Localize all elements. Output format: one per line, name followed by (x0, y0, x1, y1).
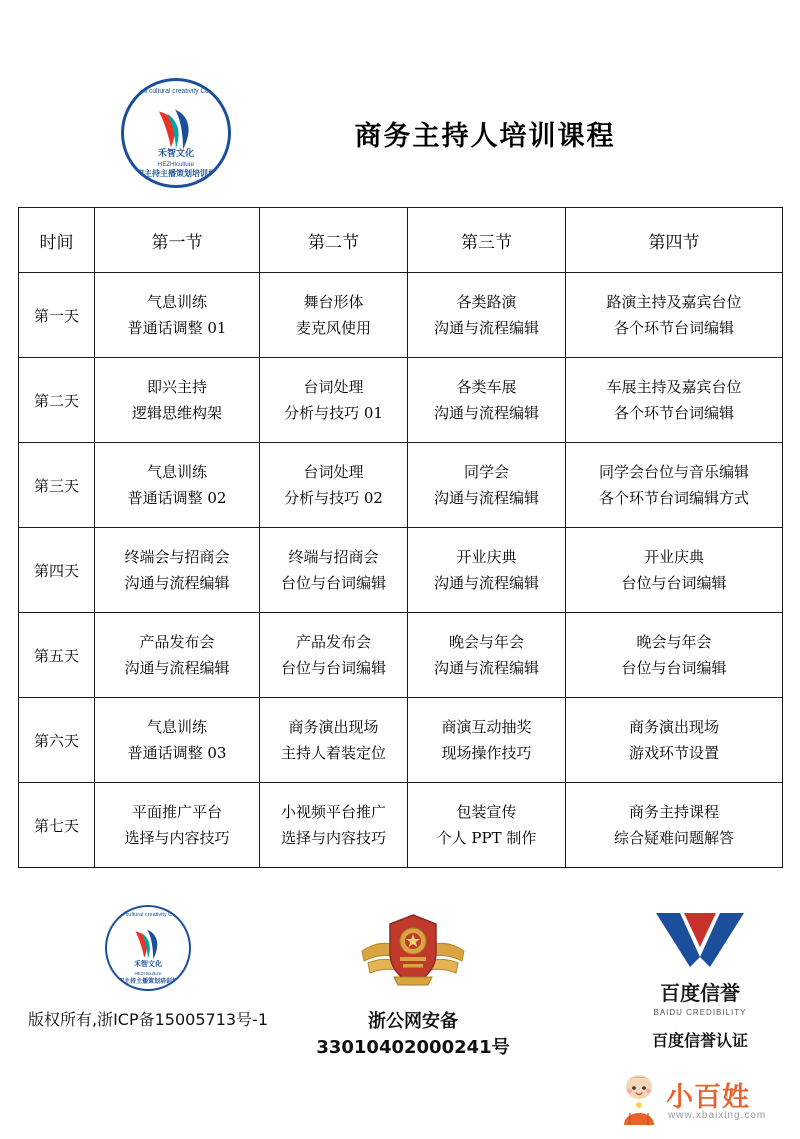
table-row (19, 613, 783, 698)
table-cell (566, 528, 783, 613)
footer-seal-brand-en: HEZHIculture (134, 971, 162, 976)
cell-line: 同学会台位与音乐编辑 (598, 463, 749, 481)
cell-line: 分析与技巧 02 (284, 488, 383, 507)
table-cell (408, 698, 566, 783)
mascot-icon (616, 1071, 662, 1127)
cell-line: 产品发布会 (139, 633, 215, 651)
baidu-v-icon (654, 909, 746, 971)
table-header-row (19, 208, 783, 273)
cell-line: 游戏环节设置 (628, 743, 719, 762)
row-time-cell: 第六天 (19, 698, 95, 783)
cell-line: 同学会 (463, 463, 509, 481)
cell-line: 产品发布会 (295, 633, 371, 651)
table-cell (260, 613, 408, 698)
schedule-table (18, 207, 783, 868)
cell-line: 气息训练 (146, 463, 207, 481)
document-footer (0, 905, 800, 1075)
table-cell (566, 783, 783, 868)
cell-line: 选择与内容技巧 (280, 828, 386, 847)
table-header-cell: 第一节 (95, 208, 260, 273)
cell-line: 沟通与流程编辑 (433, 318, 539, 337)
table-header-cell: 第三节 (408, 208, 566, 273)
table-cell (408, 613, 566, 698)
watermark-url: www.xbaixing.com (668, 1110, 767, 1121)
cell-line: 台位与台词编辑 (280, 573, 386, 592)
footer-seal-ring-top: Hezhi cultural creativity Co.,Ltd (110, 912, 186, 918)
row-time-cell: 第三天 (19, 443, 95, 528)
cell-line: 晚会与年会 (448, 633, 524, 651)
cell-line: 气息训练 (146, 718, 207, 736)
table-cell (95, 358, 260, 443)
page-title: 商务主持人培训课程 (354, 121, 616, 152)
table-cell (95, 698, 260, 783)
cell-line: 各个环节台词编辑方式 (598, 488, 749, 507)
seal-logo-icon (121, 78, 231, 188)
cell-line: 商务演出现场 (288, 718, 379, 736)
cell-line: 沟通与流程编辑 (124, 573, 230, 592)
seal-mark-icon (128, 928, 168, 962)
table-row (19, 783, 783, 868)
cell-line: 车展主持及嘉宾台位 (606, 378, 742, 396)
table-cell (566, 358, 783, 443)
row-time-cell: 第四天 (19, 528, 95, 613)
seal-brand-cn: 禾智文化 (157, 148, 194, 158)
table-row (19, 528, 783, 613)
table-cell (260, 273, 408, 358)
cell-line: 主持人着装定位 (280, 743, 386, 762)
cell-line: 综合疑难问题解答 (613, 828, 734, 847)
cell-line: 逻辑思维构架 (131, 403, 222, 422)
baidu-subtitle: BAIDU CREDIBILITY (653, 1008, 747, 1017)
cell-line: 终端与招商会 (288, 548, 379, 566)
cell-line: 台词处理 (303, 463, 364, 481)
cell-line: 现场操作技巧 (441, 743, 532, 762)
table-cell (408, 443, 566, 528)
cell-line: 选择与内容技巧 (124, 828, 230, 847)
cell-line: 沟通与流程编辑 (124, 658, 230, 677)
cell-line: 沟通与流程编辑 (433, 573, 539, 592)
table-cell (260, 783, 408, 868)
table-cell (95, 528, 260, 613)
document-header (0, 78, 800, 188)
table-header-cell: 第四节 (566, 208, 783, 273)
cell-line: 终端会与招商会 (124, 548, 230, 566)
cell-line: 商务演出现场 (628, 718, 719, 736)
table-header-cell: 时间 (19, 208, 95, 273)
cell-line: 麦克风使用 (295, 318, 371, 337)
seal-ring-top-text: Hezhi cultural creativity Co.,Ltd (130, 88, 222, 95)
baidu-title: 百度信誉 (660, 981, 740, 1005)
table-cell (566, 613, 783, 698)
table-row (19, 698, 783, 783)
table-cell (260, 358, 408, 443)
footer-seal-ring-bottom: 禾智主持主播策划培训机构 (111, 979, 184, 985)
cell-line: 商务主持课程 (628, 803, 719, 821)
police-record-badge[interactable] (288, 911, 538, 1059)
copyright-badge (8, 905, 288, 1030)
watermark-title: 小百姓 (666, 1082, 750, 1113)
table-header-cell: 第二节 (260, 208, 408, 273)
cell-line: 各个环节台词编辑 (613, 403, 734, 422)
cell-line: 包装宣传 (456, 803, 517, 821)
table-row (19, 273, 783, 358)
cell-line: 各类路演 (456, 293, 517, 311)
table-cell (260, 528, 408, 613)
cell-line: 开业庆典 (643, 548, 704, 566)
table-cell (566, 443, 783, 528)
schedule-table-container (18, 207, 782, 868)
row-time-cell: 第二天 (19, 358, 95, 443)
table-row (19, 443, 783, 528)
cell-line: 路演主持及嘉宾台位 (606, 293, 742, 311)
cell-line: 普通话调整 01 (127, 318, 227, 337)
cell-line: 平面推广平台 (131, 803, 222, 821)
cell-line: 晚会与年会 (636, 633, 712, 651)
row-time-cell: 第五天 (19, 613, 95, 698)
cell-line: 沟通与流程编辑 (433, 488, 539, 507)
cell-line: 即兴主持 (146, 378, 207, 396)
cell-line: 普通话调整 03 (127, 743, 227, 762)
cell-line: 小视频平台推广 (280, 803, 386, 821)
baidu-credibility-badge[interactable] (600, 909, 800, 1051)
cell-line: 各类车展 (456, 378, 517, 396)
table-cell (408, 528, 566, 613)
police-record-text: 浙公网安备 33010402000241号 (316, 1011, 510, 1058)
row-time-cell: 第七天 (19, 783, 95, 868)
cell-line: 分析与技巧 01 (284, 403, 383, 422)
copyright-text: 版权所有,浙ICP备15005713号-1 (27, 1010, 269, 1029)
table-cell (95, 613, 260, 698)
baidu-cert-text: 百度信誉认证 (651, 1031, 748, 1050)
table-cell (566, 273, 783, 358)
seal-brand-en: HEZHIculture (157, 162, 194, 168)
cell-line: 各个环节台词编辑 (613, 318, 734, 337)
cell-line: 开业庆典 (456, 548, 517, 566)
cell-line: 个人 PPT 制作 (436, 828, 537, 847)
table-cell (260, 698, 408, 783)
police-emblem-icon (358, 911, 468, 989)
table-row (19, 358, 783, 443)
cell-line: 普通话调整 02 (127, 488, 227, 507)
table-cell (95, 443, 260, 528)
seal-mark-icon (149, 107, 203, 151)
table-cell (566, 698, 783, 783)
cell-line: 台词处理 (303, 378, 364, 396)
table-cell (95, 273, 260, 358)
site-watermark (614, 1069, 784, 1131)
footer-seal-brand-cn: 禾智文化 (134, 961, 162, 968)
seal-logo-icon (105, 905, 191, 991)
table-cell (95, 783, 260, 868)
row-time-cell: 第一天 (19, 273, 95, 358)
cell-line: 商演互动抽奖 (441, 718, 532, 736)
cell-line: 沟通与流程编辑 (433, 403, 539, 422)
cell-line: 台位与台词编辑 (621, 658, 727, 677)
table-cell (260, 443, 408, 528)
cell-line: 台位与台词编辑 (621, 573, 727, 592)
table-cell (408, 783, 566, 868)
table-cell (408, 358, 566, 443)
cell-line: 舞台形体 (303, 293, 364, 311)
table-cell (408, 273, 566, 358)
cell-line: 沟通与流程编辑 (433, 658, 539, 677)
cell-line: 气息训练 (146, 293, 207, 311)
cell-line: 台位与台词编辑 (280, 658, 386, 677)
seal-ring-bottom-text: 禾智主持主播策划培训机构 (128, 169, 224, 178)
